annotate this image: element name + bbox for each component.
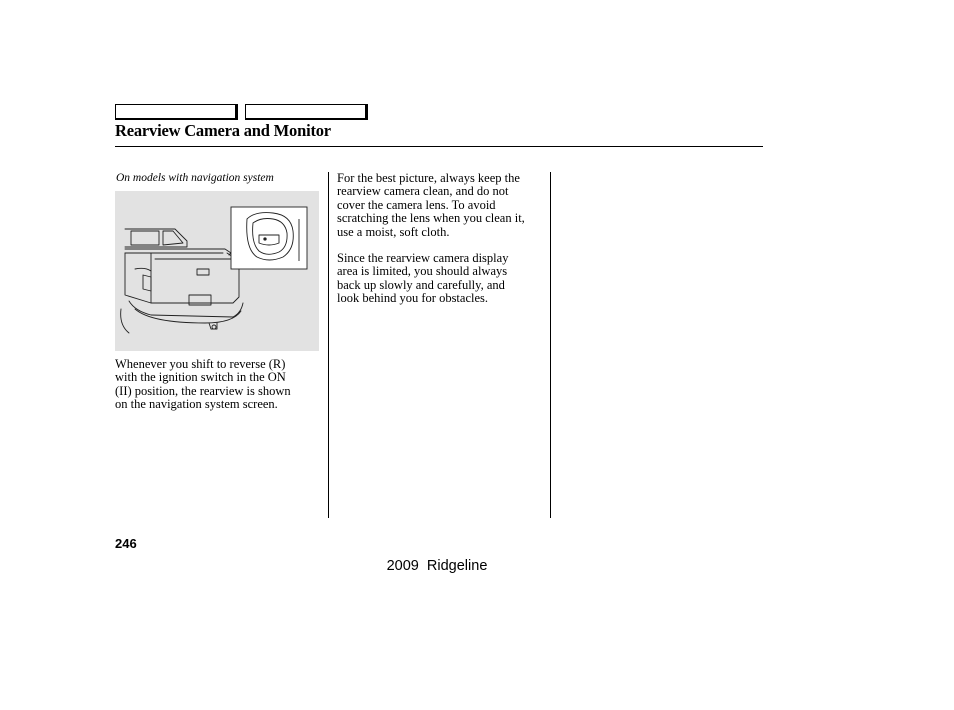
rearview-camera-illustration [115,191,319,351]
title-rule [115,146,763,147]
footer-model: 2009 Ridgeline [386,558,488,574]
page-title: Rearview Camera and Monitor [115,121,331,140]
middle-paragraph-2: Since the rearview camera display area is limited, you should always back up slowly and carefully, and look behind you for obstacles. [337,251,509,306]
middle-paragraph-1: For the best picture, always keep the rearview camera clean, and do not cover the camera lens. To avoid scratching the lens when you clean it, use a moist, soft cloth. [337,171,525,239]
header-tab-2 [245,104,368,120]
column-divider-2 [550,172,551,518]
illustration-caption: On models with navigation system [116,172,274,184]
column-divider-1 [328,172,329,518]
truck-tailgate-drawing [115,191,319,351]
page-number: 246 [115,536,137,551]
left-paragraph: Whenever you shift to reverse (R) with the ignition switch in the ON (II) position, the rearview is shown on the navigation system screen. [115,357,291,412]
header-tab-1 [115,104,238,120]
